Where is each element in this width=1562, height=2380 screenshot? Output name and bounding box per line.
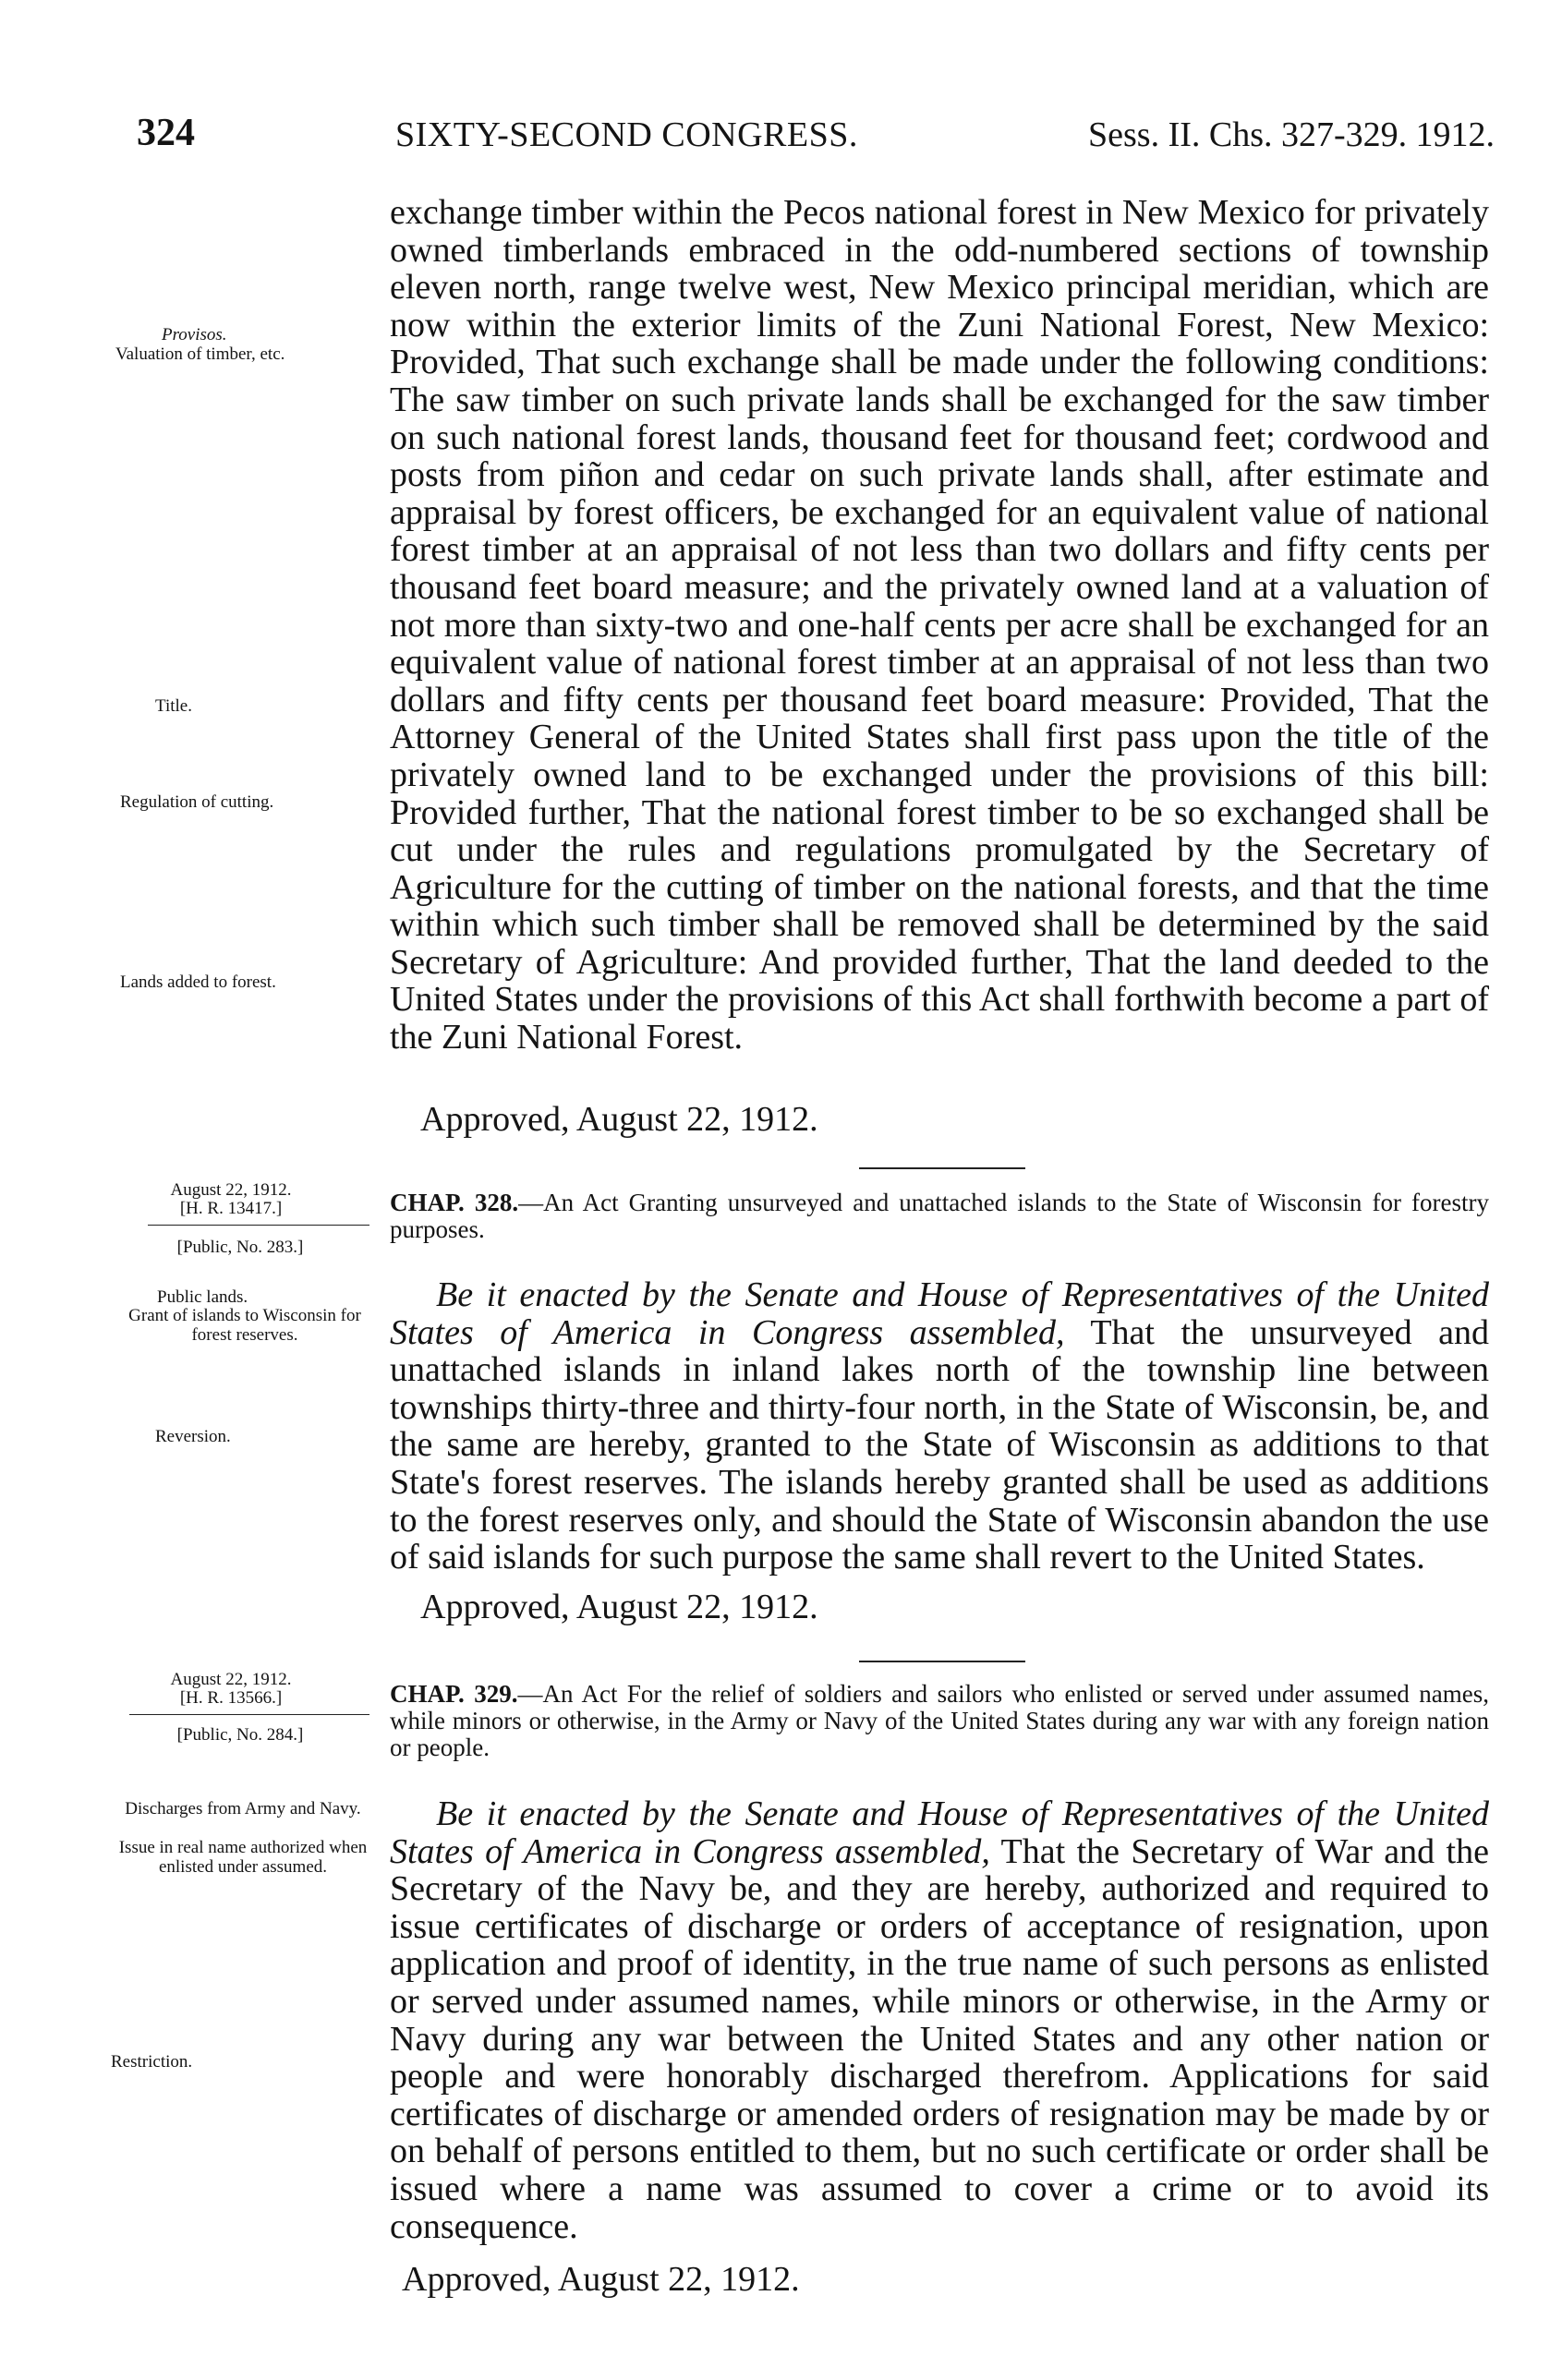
section-rule [859, 1661, 1025, 1662]
chap-329-body: That the Secretary of War and the Secretary of the Navy be, and they are hereby, authorized and required to issue certificates of discharge or orders of acceptance of resignation, upon application and proof of identity, in the true name of such persons as enlisted or served under assumed names, while minors or otherwise, in the Army or Navy during any war between the United States and any other nation or people and were honorably discharged therefrom. Applications for said certificates of discharge or amended orders of resignation may be made by or on behalf of persons entitled to them, but no such certificate or order shall be issued where a name was assumed to cover a crime or to avoid its consequence. [390, 1831, 1489, 2246]
margin-note-title: Title. [155, 696, 192, 716]
chap-328-public-no: [Public, No. 283.] [176, 1238, 304, 1257]
margin-note-grant: Grant of islands to Wisconsin for forest reserves. [128, 1306, 361, 1345]
header-year: 1912. [1415, 115, 1495, 154]
chapter-327-paragraph: exchange timber within the Pecos national forest in New Mexico for privately owned timberlands embraced in the odd-numbered sections of township eleven north, range twelve west, New Mexico principal meridian, which are now within the exterior limits of the Zuni National Forest, New Mexico: Provided, That such exchange shall be made under the following conditions: The saw timber on such private lands shall be exchanged for the saw timber on such national forest lands, thousand feet for thousand feet; cordwood and posts from piñon and cedar on such private lands shall, after estimate and appraisal by forest officers, be exchanged for an equivalent value of national forest timber at an appraisal of not less than two dollars and fifty cents per thousand feet board measure; and the privately owned land at a valuation of not more than sixty-two and one-half cents per acre shall be exchanged for an equivalent value of national forest timber at an appraisal of not less than two dollars and fifty cents per thousand feet board measure: Provided, That the Attorney General of the United States shall first pass upon the title of the privately owned land to be exchanged under the provisions of this bill: Provided further, That the national forest timber to be so exchanged shall be cut under the rules and regulations promulgated by the Secretary of Agriculture for the cutting of timber on the national forests, and that the time within which such timber shall be removed shall be determined by the said Secretary of Agriculture: And provided further, That the land deeded to the United States under the provisions of this Act shall forthwith become a part of the Zuni National Forest. [390, 193, 1489, 1057]
chap-329-date: August 22, 1912. [170, 1670, 292, 1689]
chap-328-heading [390, 1190, 1489, 1243]
header-chapters: Chs. 327-329. [1208, 115, 1408, 154]
header-session-chapters [1088, 115, 1407, 155]
chap-328-date: August 22, 1912. [170, 1180, 292, 1200]
chap-328-body: That the unsurveyed and unattached islands in inland lakes north of the township line between townships thirty-three and thirty-four north, in the State of Wisconsin, be, and the same are hereby, granted to the State of Wisconsin as additions to that State's forest reserves. The islands hereby granted shall be used as additions to the forest reserves only, and should the State of Wisconsin abandon the use of said islands for such purpose the same shall revert to the United States. [390, 1312, 1489, 1577]
chap-329-public-no: [Public, No. 284.] [176, 1725, 304, 1745]
margin-note-restriction: Restriction. [111, 2052, 193, 2072]
chap-329-title: —An Act For the relief of soldiers and sailors who enlisted or served under assumed names, while minors or otherwise, in the Army or Navy of the United States during any war with any foreign nation or people. [390, 1680, 1489, 1761]
chapter-329-paragraph [390, 1795, 1489, 2245]
approved-329: Approved, August 22, 1912. [402, 2260, 800, 2299]
chap-329-number: CHAP. 329. [390, 1680, 518, 1708]
chap-328-number: CHAP. 328. [390, 1189, 519, 1216]
running-header [137, 111, 1495, 166]
chapter-328-text [390, 1276, 1489, 1577]
chap-329-heading [390, 1681, 1489, 1761]
page-number: 324 [137, 112, 195, 154]
chapter-327-text [390, 194, 1489, 1057]
margin-note-public-lands: Public lands. [157, 1287, 248, 1307]
margin-note-provisos: Provisos. [162, 325, 227, 344]
chap-328-bill: [H. R. 13417.] [179, 1199, 283, 1218]
header-title: SIXTY-SECOND CONGRESS. [395, 115, 858, 154]
margin-note-lands-added: Lands added to forest. [120, 973, 276, 992]
margin-note-valuation: Valuation of timber, etc. [115, 344, 285, 364]
header-session: Sess. II. [1088, 115, 1201, 154]
chap-329-enacting: Be it enacted by the Senate and House of Representatives of the United States of America in Congress assembled, [390, 1794, 1489, 1871]
chapter-329-text [390, 1795, 1489, 2245]
margin-note-regulation: Regulation of cutting. [120, 792, 274, 812]
chap-329-bill: [H. R. 13566.] [179, 1688, 283, 1708]
margin-rule [148, 1225, 369, 1226]
approved-328: Approved, August 22, 1912. [420, 1588, 818, 1626]
chapter-328-paragraph [390, 1276, 1489, 1577]
margin-rule [129, 1714, 369, 1715]
section-rule [859, 1167, 1025, 1169]
chap-328-title: —An Act Granting unsurveyed and unattached islands to the State of Wisconsin for forestry purposes. [390, 1189, 1489, 1243]
margin-note-discharges: Discharges from Army and Navy. [125, 1799, 361, 1818]
margin-note-issue: Issue in real name authorized when enlisted under assumed. [118, 1838, 368, 1877]
approved-327: Approved, August 22, 1912. [420, 1100, 818, 1139]
chap-328-enacting: Be it enacted by the Senate and House of Representatives of the United States of America in Congress assembled, [390, 1275, 1489, 1352]
margin-note-reversion: Reversion. [155, 1427, 231, 1446]
